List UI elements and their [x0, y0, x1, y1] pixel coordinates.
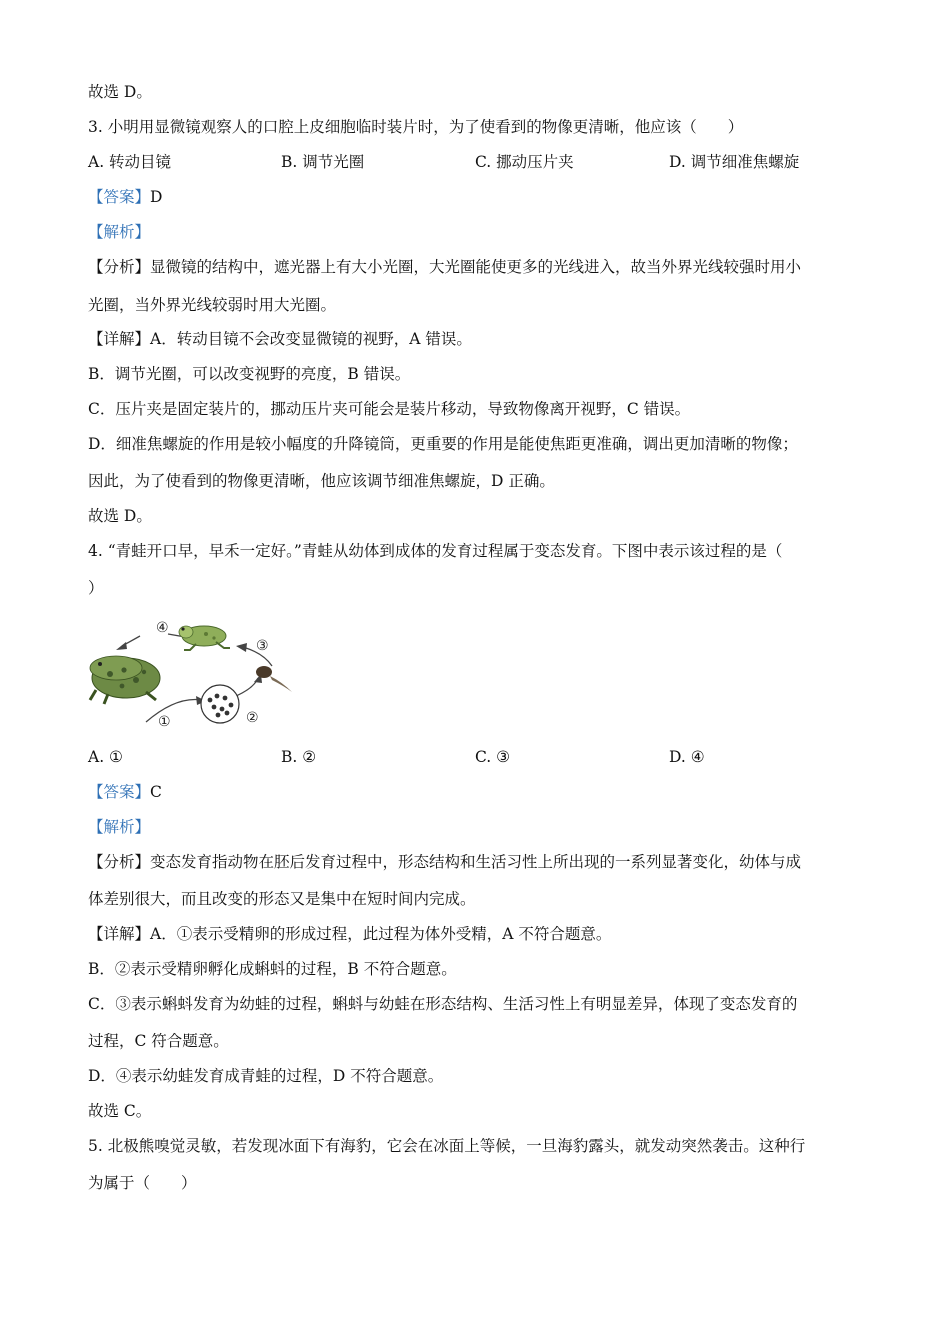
q3-option-d: D. 调节细准焦螺旋	[669, 153, 800, 171]
q3-detail-line-1	[88, 329, 472, 349]
q4-option-d: D. ④	[669, 748, 705, 766]
q4-detail-line-3: C．③表示蝌蚪发育为幼蛙的过程，蝌蚪与幼蛙在形态结构、生活习性上有明显差异，体现了变态发育的	[88, 995, 798, 1013]
answer-value: C	[150, 783, 162, 801]
q4-stem-line-1: 4. “青蛙开口早，早禾一定好。”青蛙从幼体到成体的发育过程属于变态发育。下图中表示该过程的是（	[88, 542, 783, 560]
q3-fenxi-line-2: 光圈，当外界光线较弱时用大光圈。	[88, 296, 337, 314]
detail-text: A．①表示受精卵的形成过程，此过程为体外受精，A 不符合题意。	[150, 925, 612, 943]
q4-analysis-heading	[88, 817, 150, 837]
label-4: ④	[156, 620, 169, 636]
q3-stem: 3. 小明用显微镜观察人的口腔上皮细胞临时装片时，为了使看到的物像更清晰，他应该（ ）	[88, 118, 744, 136]
fenxi-text: 变态发育指动物在胚后发育过程中，形态结构和生活习性上所出现的一系列显著变化，幼体与成	[150, 853, 802, 871]
q4-answer	[88, 782, 162, 802]
analysis-tag: 【解析】	[88, 818, 151, 836]
q3-analysis-heading	[88, 222, 150, 242]
q5-stem-line-1: 5. 北极熊嗅觉灵敏，若发现冰面下有海豹，它会在冰面上等候，一旦海豹露头，就发动突然袭击。这种行	[88, 1137, 806, 1155]
q4-option-a: A. ①	[88, 748, 123, 766]
analysis-tag: 【解析】	[88, 223, 151, 241]
previous-question-conclusion: 故选 D。	[88, 83, 152, 101]
q4-detail-line-4: 过程，C 符合题意。	[88, 1032, 229, 1050]
q4-stem-line-2: ）	[88, 579, 104, 597]
label-3: ③	[256, 638, 269, 654]
fenxi-tag: 【分析】	[88, 258, 151, 276]
arrow-1	[146, 699, 202, 722]
q3-option-b: B. 调节光圈	[281, 153, 365, 171]
q4-option-b: B. ②	[281, 748, 317, 766]
q4-detail-line-1	[88, 924, 611, 944]
q4-detail-line-5: D．④表示幼蛙发育成青蛙的过程，D 不符合题意。	[88, 1067, 444, 1085]
arrowhead-3	[236, 643, 247, 652]
q4-conclusion: 故选 C。	[88, 1102, 152, 1120]
q3-detail-line-4: D．细准焦螺旋的作用是较小幅度的升降镜筒，更重要的作用是能使焦距更准确，调出更加清晰的物像；	[88, 435, 798, 453]
q3-option-c: C. 挪动压片夹	[475, 153, 574, 171]
arrowhead-4	[116, 642, 127, 650]
q4-fenxi-line-2: 体差别很大，而且改变的形态又是集中在短时间内完成。	[88, 890, 476, 908]
q3-detail-line-2: B．调节光圈，可以改变视野的亮度，B 错误。	[88, 365, 411, 383]
q5-stem-line-2: 为属于（ ）	[88, 1174, 197, 1192]
fenxi-text: 显微镜的结构中，遮光器上有大小光圈，大光圈能使更多的光线进入，故当外界光线较强时用小	[150, 258, 802, 276]
q3-answer	[88, 187, 162, 207]
q4-option-c: C. ③	[475, 748, 511, 766]
q4-detail-line-2: B．②表示受精卵孵化成蝌蚪的过程，B 不符合题意。	[88, 960, 457, 978]
arrow-2	[236, 678, 258, 696]
detail-text: A．转动目镜不会改变显微镜的视野，A 错误。	[150, 330, 472, 348]
answer-tag: 【答案】	[88, 188, 151, 206]
q3-detail-line-3: C．压片夹是固定装片的，挪动压片夹可能会是装片移动，导致物像离开视野，C 错误。	[88, 400, 691, 418]
q3-option-a: A. 转动目镜	[88, 153, 172, 171]
frog-life-cycle-figure	[86, 612, 298, 734]
answer-tag: 【答案】	[88, 783, 151, 801]
adult-frog-icon	[90, 656, 160, 704]
q3-conclusion: 故选 D。	[88, 507, 152, 525]
fenxi-tag: 【分析】	[88, 853, 151, 871]
label-2: ②	[246, 710, 259, 726]
q3-detail-line-5: 因此，为了使看到的物像更清晰，他应该调节细准焦螺旋，D 正确。	[88, 472, 555, 490]
answer-value: D	[150, 188, 163, 206]
q4-fenxi-line-1	[88, 852, 801, 872]
frog-eggs-icon	[201, 685, 239, 723]
detail-tag: 【详解】	[88, 925, 151, 943]
young-frog-icon	[179, 626, 230, 650]
q3-fenxi-line-1	[88, 257, 801, 277]
detail-tag: 【详解】	[88, 330, 151, 348]
label-1: ①	[158, 714, 171, 730]
